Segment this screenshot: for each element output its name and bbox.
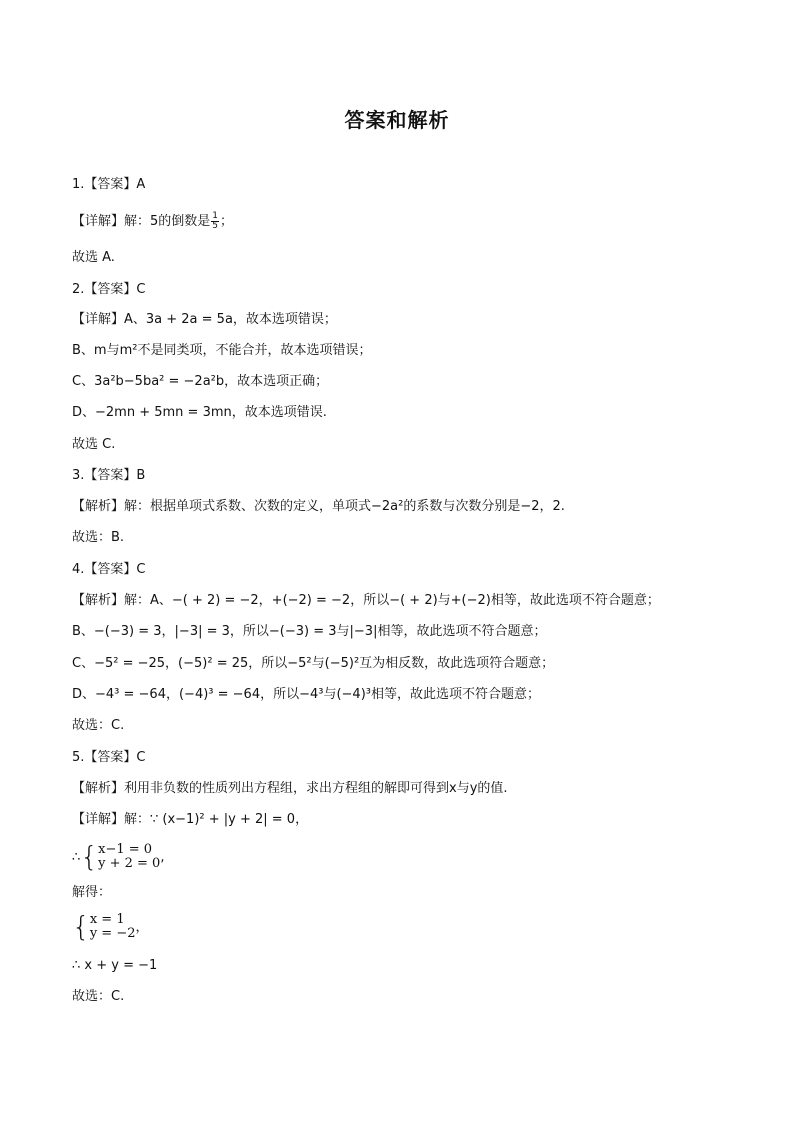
- answer-line: 【详解】解：5的倒数是 $\frac{1}{5}$ ；: [72, 211, 234, 231]
- answer-line: 5.【答案】C: [72, 750, 146, 765]
- equation-system: { x = 1 y = −2: [72, 910, 136, 943]
- answer-line: 故选 C.: [72, 437, 116, 452]
- answer-line: 故选：B.: [72, 530, 125, 545]
- answer-line: D、−4³ = −64，(−4)³ = −64，所以−4³与(−4)³相等，故此选项不符合题意；: [72, 687, 540, 702]
- answer-line: 【详解】解：∵ (x−1)² + |y + 2| = 0，: [72, 812, 309, 827]
- answer-line: ∴ x + y = −1: [72, 958, 158, 973]
- answer-line: 解得：: [72, 885, 112, 900]
- answer-line: 故选：C.: [72, 989, 125, 1004]
- answer-line: 【详解】A、3a + 2a = 5a，故本选项错误；: [72, 312, 337, 327]
- equation-system: { x−1 = 0 y + 2 = 0: [80, 840, 161, 873]
- answer-line: { x = 1 y = −2 ，: [72, 910, 149, 943]
- answer-line: 【解析】解：根据单项式系数、次数的定义，单项式−2a²的系数与次数分别是−2，2.: [72, 499, 565, 514]
- answer-line: 故选 A.: [72, 250, 115, 265]
- answer-line: 【解析】解：A、−( + 2) = −2，+(−2) = −2，所以−( + 2)与+(−2)相等，故此选项不符合题意；: [72, 593, 660, 608]
- page-title: 答案和解析: [344, 108, 450, 132]
- line-text: 【详解】解：5的倒数是: [72, 214, 211, 229]
- answer-line: B、m与m²不是同类项，不能合并，故本选项错误；: [72, 343, 372, 358]
- answer-line: 2.【答案】C: [72, 282, 146, 297]
- answer-line: D、−2mn + 5mn = 3mn，故本选项错误.: [72, 405, 327, 420]
- answer-line: 4.【答案】C: [72, 562, 146, 577]
- answer-line: 【解析】利用非负数的性质列出方程组，求出方程组的解即可得到x与y的值.: [72, 781, 508, 796]
- answer-line: 1.【答案】A: [72, 177, 146, 192]
- fraction: $\frac{1}{5}$: [212, 211, 219, 231]
- answer-line: C、−5² = −25，(−5)² = 25，所以−5²与(−5)²互为相反数，故此选项符合题意；: [72, 656, 555, 671]
- brace-icon: {: [72, 910, 90, 943]
- answer-line: B、−(−3) = 3，|−3| = 3，所以−(−3) = 3与|−3|相等，故此选项不符合题意；: [72, 624, 547, 639]
- answer-line: 3.【答案】B: [72, 468, 146, 483]
- brace-icon: {: [80, 840, 99, 873]
- answer-line: C、3a²b−5ba² = −2a²b，故本选项正确；: [72, 374, 329, 389]
- answer-line: 故选：C.: [72, 718, 125, 733]
- answer-line: ∴{ x−1 = 0 y + 2 = 0 ,: [72, 840, 165, 873]
